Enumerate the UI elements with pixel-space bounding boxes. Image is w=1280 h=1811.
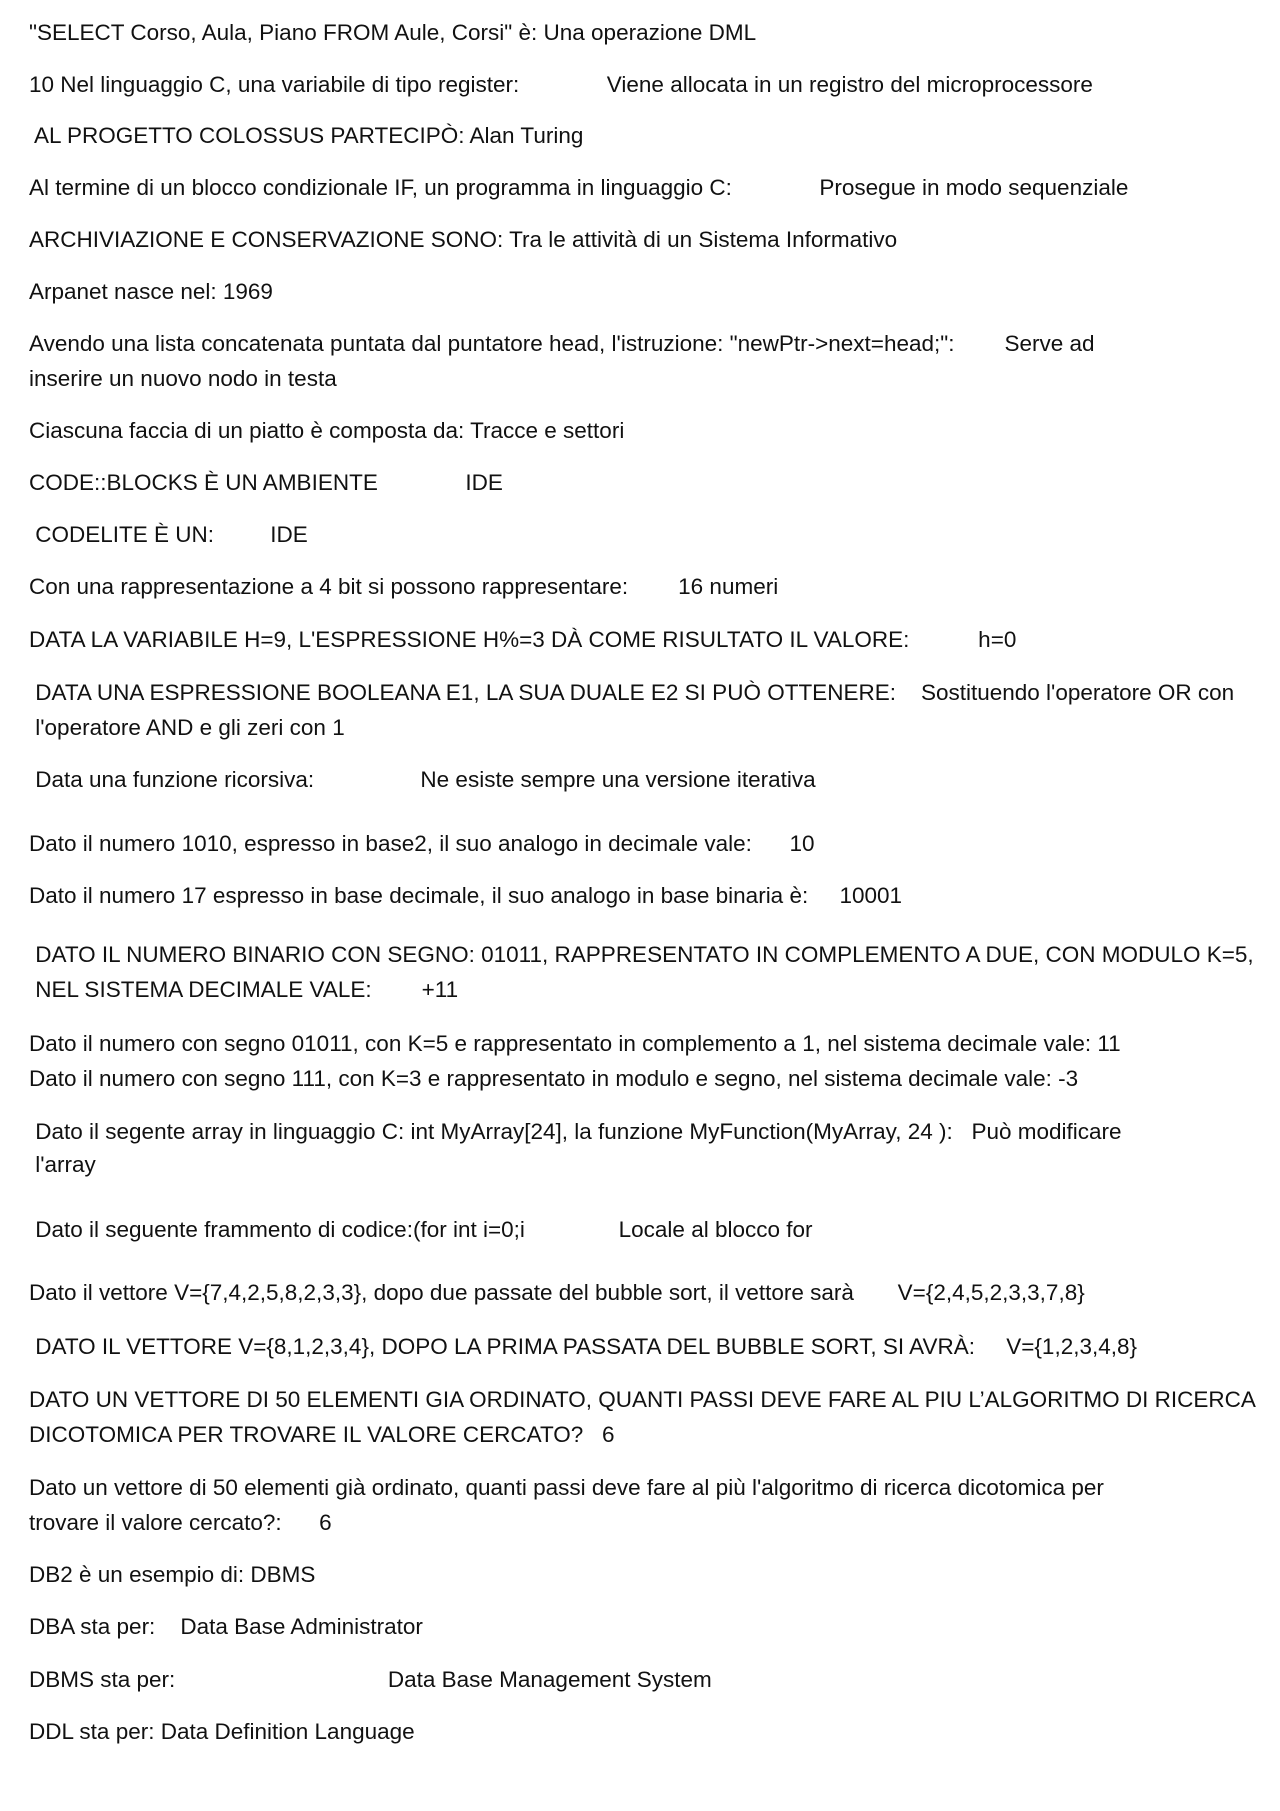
text-line: Al termine di un blocco condizionale IF, un programma in linguaggio C: Prosegue in modo sequenziale [29,175,1129,200]
text-line: Dato il numero 17 espresso in base decimale, il suo analogo in base binaria è: 10001 [29,883,903,908]
text-line: DDL sta per: Data Definition Language [29,1719,415,1744]
text-line: DATA UNA ESPRESSIONE BOOLEANA E1, LA SUA DUALE E2 SI PUÒ OTTENERE: Sostituendo l'operatore OR con [29,680,1235,705]
text-line: ARCHIVIAZIONE E CONSERVAZIONE SONO: Tra le attività di un Sistema Informativo [29,227,898,252]
text-line: Dato un vettore di 50 elementi già ordinato, quanti passi deve fare al più l'algoritmo di ricerca dicotomica per [29,1475,1104,1500]
text-line: DATO IL VETTORE V={8,1,2,3,4}, DOPO LA PRIMA PASSATA DEL BUBBLE SORT, SI AVRÀ: V={1,2,3,4,8} [29,1334,1138,1359]
text-line: inserire un nuovo nodo in testa [29,366,337,391]
text-line: DATO UN VETTORE DI 50 ELEMENTI GIA ORDINATO, QUANTI PASSI DEVE FARE AL PIU L’ALGORITMO DI RICERCA [29,1387,1256,1412]
text-line: DICOTOMICA PER TROVARE IL VALORE CERCATO? 6 [29,1422,615,1447]
text-line: Data una funzione ricorsiva: Ne esiste sempre una versione iterativa [29,767,816,792]
text-line: 10 Nel linguaggio C, una variabile di tipo register: Viene allocata in un registro del microprocessore [29,72,1093,97]
text-line: Dato il seguente frammento di codice:(for int i=0;i Locale al blocco for [29,1217,813,1242]
text-line: "SELECT Corso, Aula, Piano FROM Aule, Corsi" è: Una operazione DML [29,20,757,45]
text-line: Dato il numero 1010, espresso in base2, il suo analogo in decimale vale: 10 [29,831,815,856]
text-line: Con una rappresentazione a 4 bit si possono rappresentare: 16 numeri [29,574,779,599]
text-line: DATO IL NUMERO BINARIO CON SEGNO: 01011, RAPPRESENTATO IN COMPLEMENTO A DUE, CON MODULO K=5, [29,942,1254,967]
text-line: AL PROGETTO COLOSSUS PARTECIPÒ: Alan Turing [29,123,584,148]
text-line: DBMS sta per: Data Base Management System [29,1667,712,1692]
text-line: Dato il numero con segno 01011, con K=5 e rappresentato in complemento a 1, nel sistema decimale vale: 11 [29,1031,1121,1056]
text-line: Avendo una lista concatenata puntata dal puntatore head, l'istruzione: "newPtr->next=head;": Serve ad [29,331,1095,356]
text-line: l'array [29,1152,96,1177]
text-line: DB2 è un esempio di: DBMS [29,1562,316,1587]
text-line: NEL SISTEMA DECIMALE VALE: +11 [29,977,459,1002]
text-line: Dato il vettore V={7,4,2,5,8,2,3,3}, dopo due passate del bubble sort, il vettore sarà V={2,4,5,2,3,3,7,8} [29,1280,1085,1305]
text-line: CODELITE È UN: IDE [29,522,308,547]
text-line: Dato il numero con segno 111, con K=3 e rappresentato in modulo e segno, nel sistema decimale vale: -3 [29,1066,1079,1091]
text-line: l'operatore AND e gli zeri con 1 [29,715,345,740]
text-line: Ciascuna faccia di un piatto è composta da: Tracce e settori [29,418,625,443]
text-line: DBA sta per: Data Base Administrator [29,1614,423,1639]
text-line: CODE::BLOCKS È UN AMBIENTE IDE [29,470,503,495]
text-line: Arpanet nasce nel: 1969 [29,279,273,304]
text-line: DATA LA VARIABILE H=9, L'ESPRESSIONE H%=3 DÀ COME RISULTATO IL VALORE: h=0 [29,627,1017,652]
text-line: Dato il segente array in linguaggio C: int MyArray[24], la funzione MyFunction(MyArray, 24 ): Può modificare [29,1119,1122,1144]
text-line: trovare il valore cercato?: 6 [29,1510,332,1535]
